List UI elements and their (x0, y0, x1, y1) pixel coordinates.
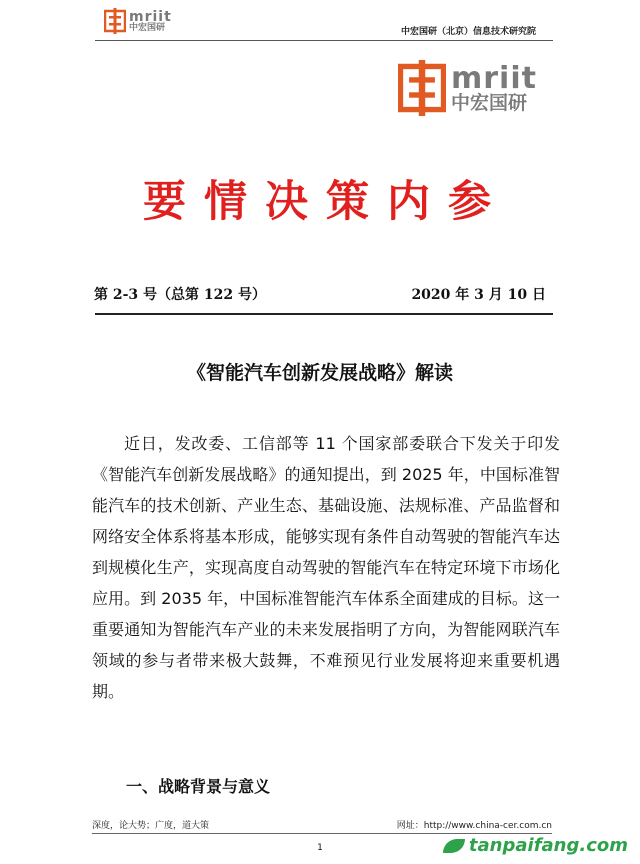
header-logo (104, 7, 182, 35)
header-divider (95, 40, 553, 41)
issue-number: 第 2-3 号（总第 122 号） (94, 287, 267, 303)
issue-divider (95, 313, 553, 315)
footer-website: 网址：http://www.china-cer.com.cn (396, 821, 552, 831)
header-organization: 中宏国研（北京）信息技术研究院 (400, 27, 536, 37)
brand-logo (398, 58, 543, 118)
watermark (443, 835, 628, 856)
footer-divider (92, 833, 552, 834)
article-title: 《智能汽车创新发展战略》解读 (186, 362, 453, 384)
section-heading: 一、战略背景与意义 (126, 777, 271, 796)
watermark-text: tanpaifang.com (468, 835, 628, 856)
mriit-emblem-icon (398, 60, 446, 116)
header-logo-en: mriit (129, 8, 172, 25)
footer-slogan: 深度，论大势；广度，道大策 (92, 821, 210, 831)
leaf-icon (443, 839, 465, 853)
issue-date: 2020 年 3 月 10 日 (411, 287, 546, 303)
article-paragraph: 近日，发改委、工信部等 11 个国家部委联合下发关于印发《智能汽车创新发展战略》的通知提出，到 2025 年，中国标准智能汽车的技术创新、产业生态、基础设施、法规标准、产品监督和网络安全体系将基本形成，能够实现有条件自动驾驶的智能汽车达到规模化生产，实现高度自动驾驶的智能汽车在特定环境下市场化应用。到 2035 年，中国标准智能汽车体系全面建成的目标。这一重要通知为智能汽车产业的未来发展指明了方向，为智能网联汽车领域的参与者带来极大鼓舞，不难预见行业发展将迎来重要机遇期。 (92, 434, 560, 701)
brand-logo-zh: 中宏国研 (451, 91, 528, 114)
header-logo-zh: 中宏国研 (129, 22, 166, 33)
publication-title: 要情决策内参 (143, 177, 509, 227)
brand-logo-en: mriit (451, 60, 537, 96)
page-number: 1 (317, 843, 323, 853)
mriit-emblem-icon (104, 8, 126, 34)
